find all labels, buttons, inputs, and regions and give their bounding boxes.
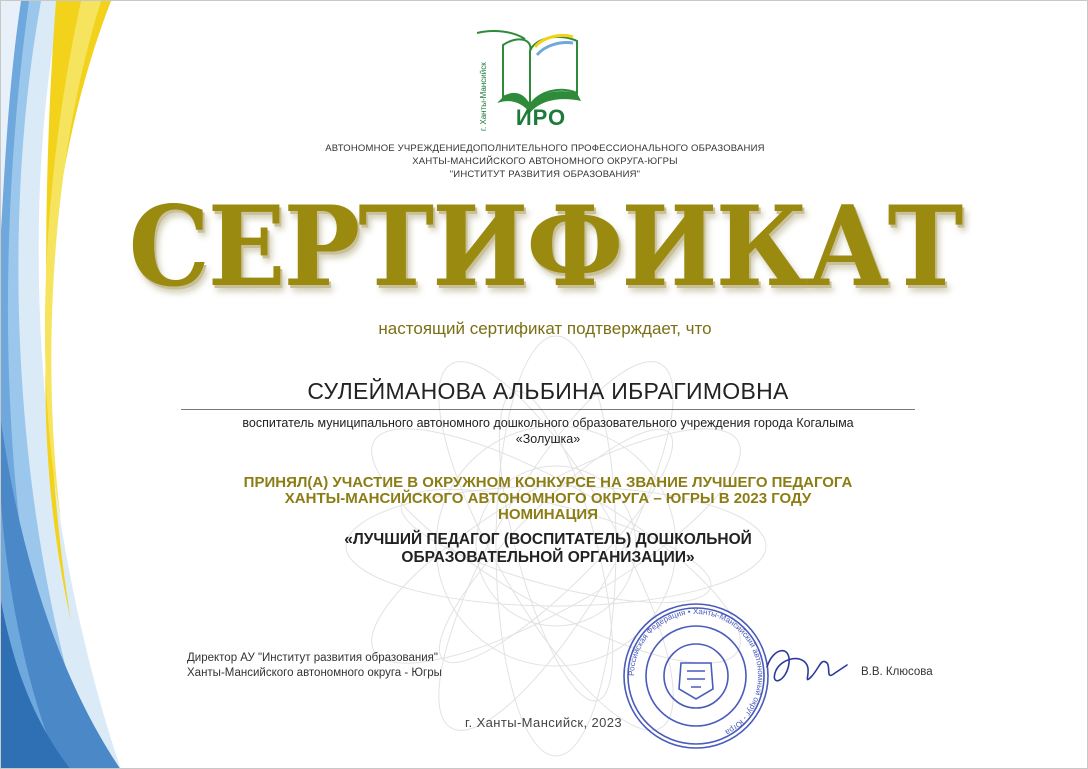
- position-line-1: воспитатель муниципального автономного дошкольного образовательного учреждения города Когалыма: [242, 416, 854, 430]
- nomination-line-1: «ЛУЧШИЙ ПЕДАГОГ (ВОСПИТАТЕЛЬ) ДОШКОЛЬНОЙ: [344, 531, 752, 548]
- place-date: г. Ханты-Мансийск, 2023: [465, 715, 623, 730]
- director-line-2: Ханты-Мансийского автономного округа - Югры: [187, 667, 442, 679]
- recipient-name: СУЛЕЙМАНОВА АЛЬБИНА ИБРАГИМОВНА: [307, 378, 789, 404]
- logo-city-text: г. Ханты-Мансийск: [479, 62, 488, 131]
- position-line-2: «Золушка»: [515, 432, 581, 446]
- official-stamp: [621, 601, 771, 751]
- nomination-text: [201, 531, 895, 567]
- confirm-text: настоящий сертификат подтверждает, что: [378, 319, 712, 338]
- nomination-line-2: ОБРАЗОВАТЕЛЬНОЙ ОРГАНИЗАЦИИ»: [401, 549, 695, 566]
- stamp-text: Российская Федерация • Ханты-Мансийский автономный округ - Югра: [626, 606, 766, 738]
- decorative-stripes: [1, 1, 201, 769]
- org-line-1: АВТОНОМНОЕ УЧРЕЖДЕНИЕДОПОЛНИТЕЛЬНОГО ПРОФЕССИОНАЛЬНОГО ОБРАЗОВАНИЯ: [325, 143, 765, 154]
- org-line-3: "ИНСТИТУТ РАЗВИТИЯ ОБРАЗОВАНИЯ": [449, 169, 641, 180]
- org-line-2: ХАНТЫ-МАНСИЙСКОГО АВТОНОМНОГО ОКРУГА-ЮГРЫ: [412, 156, 678, 167]
- signer-name: В.В. Клюсова: [861, 666, 933, 678]
- recipient-position: [181, 415, 915, 447]
- contest-line-2: ХАНТЫ-МАНСИЙСКОГО АВТОНОМНОГО ОКРУГА – ЮГРЫ В 2023 ГОДУ: [284, 490, 812, 507]
- handwritten-signature: [761, 637, 851, 697]
- contest-line-3: НОМИНАЦИЯ: [498, 506, 598, 523]
- contest-line-1: ПРИНЯЛ(А) УЧАСТИЕ В ОКРУЖНОМ КОНКУРСЕ НА ЗВАНИЕ ЛУЧШЕГО ПЕДАГОГА: [243, 474, 853, 491]
- director-title: [187, 651, 442, 681]
- logo-iro-text: ИРО: [515, 105, 567, 130]
- certificate-title: СЕРТИФИКАТ: [128, 182, 962, 312]
- director-line-1: Директор АУ "Институт развития образования": [187, 652, 438, 664]
- name-underline: [181, 409, 915, 410]
- contest-text: [141, 475, 955, 523]
